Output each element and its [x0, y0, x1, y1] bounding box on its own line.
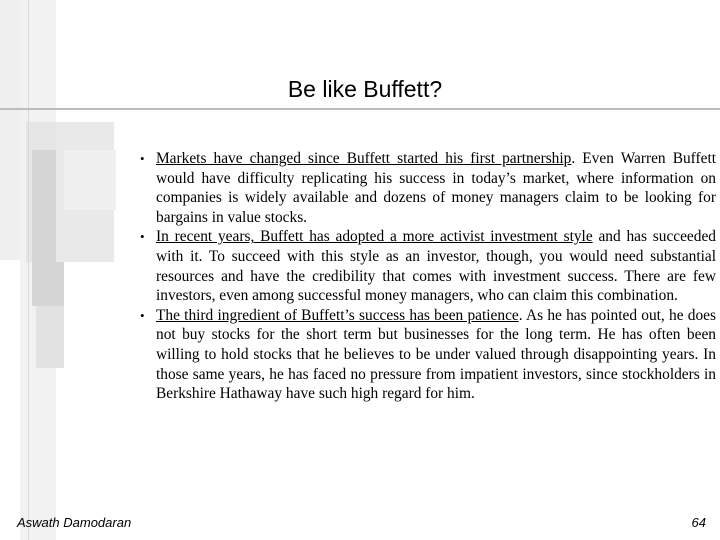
bullet-item-patience — [138, 306, 716, 404]
bullet-marker: • — [140, 307, 145, 323]
bullet-body-text: and has succeeded with it. To succeed with this style as an investor, though, you would need substantial resources and have the credibility that comes with investment success. There are few investors, even among successful money managers, who can claim this combination. — [156, 228, 716, 305]
bullet-underlined-text: In recent years, Buffett has adopted a more activist investment style — [156, 228, 593, 246]
slide-title-text: Be like Buffett? — [287, 76, 443, 102]
bullet-marker: • — [140, 229, 145, 245]
title-divider — [0, 108, 720, 110]
footer-author: Aswath Damodaran — [17, 515, 132, 530]
bullet-marker: • — [140, 151, 145, 166]
bullet-body-text: . Even Warren Buffett would have difficulty replicating his success in today’s market, where information on companies is widely available and dozens of money managers claim to be looking for bargains in value stocks. — [156, 150, 717, 226]
bullet-list — [138, 149, 716, 404]
bullet-body-text: . As he has pointed out, he does not buy stocks for the short term but businesses for the long term. He has often been willing to hold stocks that he believes to be under valued through disappointing years. In those same years, he has faced no pressure from impatient investors, since stockholders in Berkshire Hathaway have such high regard for him. — [156, 306, 716, 403]
bullet-item-markets — [138, 149, 716, 227]
decor-bar-7 — [64, 150, 116, 210]
page-number: 64 — [691, 515, 706, 530]
bullet-underlined-text: The third ingredient of Buffett’s success has been patience — [156, 306, 519, 324]
bullet-item-activist — [138, 227, 716, 305]
slide-title — [0, 76, 720, 103]
decor-bar-6 — [36, 306, 64, 368]
bullet-underlined-text: Markets have changed since Buffett started his first partnership — [156, 150, 572, 167]
